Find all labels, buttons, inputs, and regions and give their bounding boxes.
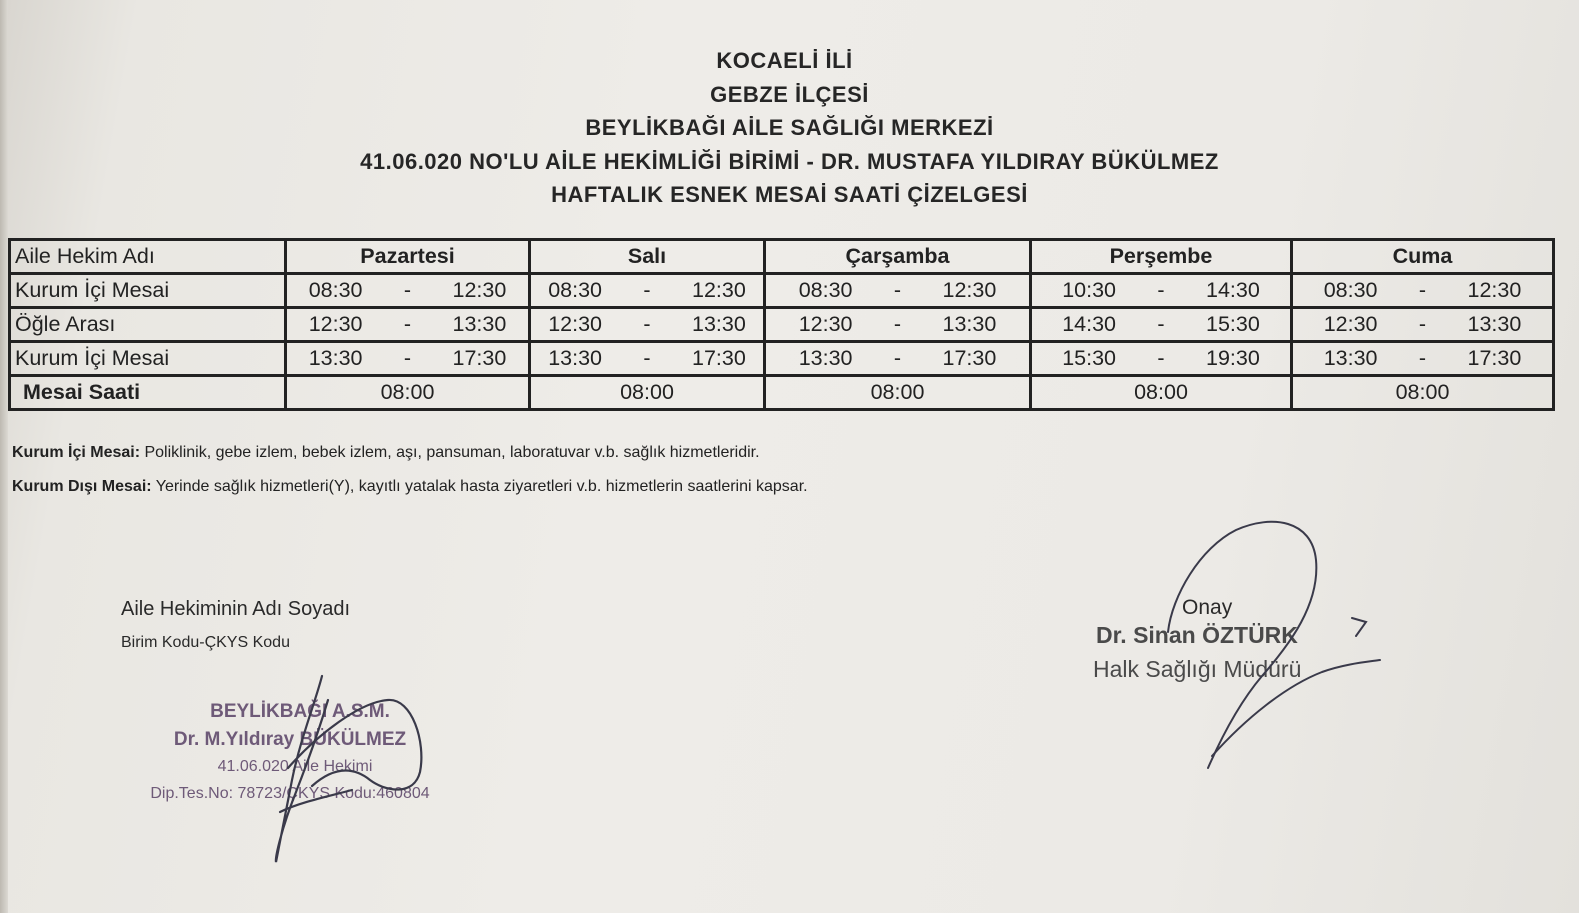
time-range-cell: 08:30 - 12:30 <box>530 274 765 308</box>
time-range-cell: 13:30 - 17:30 <box>530 342 765 376</box>
total-label: Mesai Saati <box>10 376 286 410</box>
total-cell: 08:00 <box>1292 376 1554 410</box>
stamp-unit: 41.06.020 Aile Hekimi <box>217 758 373 775</box>
approval-label: Onay <box>1182 596 1233 619</box>
time-range-cell: 08:30 - 12:30 <box>1292 274 1554 308</box>
day-header-monday: Pazartesi <box>286 240 530 274</box>
total-cell: 08:00 <box>1031 376 1292 410</box>
time-range-cell: 14:30 - 15:30 <box>1031 308 1292 342</box>
header-unit-name: 41.06.020 NO'LU AİLE HEKİMLİĞİ BİRİMİ - DR. MUSTAFA YILDIRAY BÜKÜLMEZ <box>360 148 1219 174</box>
total-cell: 08:00 <box>765 376 1031 410</box>
note-external-hours <box>12 478 808 496</box>
day-header-tuesday: Salı <box>530 240 765 274</box>
day-header-thursday: Perşembe <box>1031 240 1292 274</box>
physician-stamp <box>120 698 460 808</box>
total-cell: 08:00 <box>530 376 765 410</box>
note-text: Poliklinik, gebe izlem, bebek izlem, aşı, pansuman, laboratuvar v.b. sağlık hizmetleridir. <box>140 444 760 461</box>
table-row <box>10 308 1554 342</box>
note-internal-hours <box>12 444 760 462</box>
row-label: Öğle Arası <box>10 308 286 342</box>
physician-signature-subtitle: Birim Kodu-ÇKYS Kodu <box>121 634 290 651</box>
physician-signature-title: Aile Hekiminin Adı Soyadı <box>121 598 351 620</box>
row-label: Kurum İçi Mesai <box>10 342 286 376</box>
time-range-cell: 08:30 - 12:30 <box>286 274 530 308</box>
row-label: Kurum İçi Mesai <box>10 274 286 308</box>
weekly-schedule-table <box>8 238 1555 411</box>
note-text: Yerinde sağlık hizmetleri(Y), kayıtlı yatalak hasta ziyaretleri v.b. hizmetlerin saatlerini kapsar. <box>151 478 808 495</box>
header-district: GEBZE İLÇESİ <box>710 81 869 107</box>
header-province: KOCAELİ İLİ <box>716 48 853 73</box>
table-row <box>10 342 1554 376</box>
note-term: Kurum İçi Mesai: <box>12 444 141 461</box>
stamp-physician-name: Dr. M.Yıldıray BÜKÜLMEZ <box>173 729 407 750</box>
day-header-wednesday: Çarşamba <box>765 240 1031 274</box>
table-row <box>10 274 1554 308</box>
time-range-cell: 12:30 - 13:30 <box>1292 308 1554 342</box>
total-cell: 08:00 <box>286 376 530 410</box>
time-range-cell: 12:30 - 13:30 <box>765 308 1031 342</box>
time-range-cell: 15:30 - 19:30 <box>1031 342 1292 376</box>
time-range-cell: 12:30 - 13:30 <box>286 308 530 342</box>
time-range-cell: 08:30 - 12:30 <box>765 274 1031 308</box>
corner-label: Aile Hekim Adı <box>10 240 286 274</box>
stamp-center-name: BEYLİKBAĞI A.S.M. <box>210 701 390 722</box>
table-header-row <box>10 240 1554 274</box>
table-total-row <box>10 376 1554 410</box>
header-center-name: BEYLİKBAĞI AİLE SAĞLIĞI MERKEZİ <box>585 115 994 140</box>
time-range-cell: 12:30 - 13:30 <box>530 308 765 342</box>
document-header <box>0 44 1579 212</box>
time-range-cell: 10:30 - 14:30 <box>1031 274 1292 308</box>
approver-title: Halk Sağlığı Müdürü <box>1093 656 1302 682</box>
approver-name: Dr. Sinan ÖZTÜRK <box>1096 622 1298 648</box>
time-range-cell: 13:30 - 17:30 <box>286 342 530 376</box>
stamp-diploma-code: Dip.Tes.No: 78723/ÇKYS Kodu:460804 <box>150 785 430 802</box>
day-header-friday: Cuma <box>1292 240 1554 274</box>
time-range-cell: 13:30 - 17:30 <box>765 342 1031 376</box>
time-range-cell: 13:30 - 17:30 <box>1292 342 1554 376</box>
note-term: Kurum Dışı Mesai: <box>12 478 152 495</box>
header-document-title: HAFTALIK ESNEK MESAİ SAATİ ÇİZELGESİ <box>551 182 1028 207</box>
